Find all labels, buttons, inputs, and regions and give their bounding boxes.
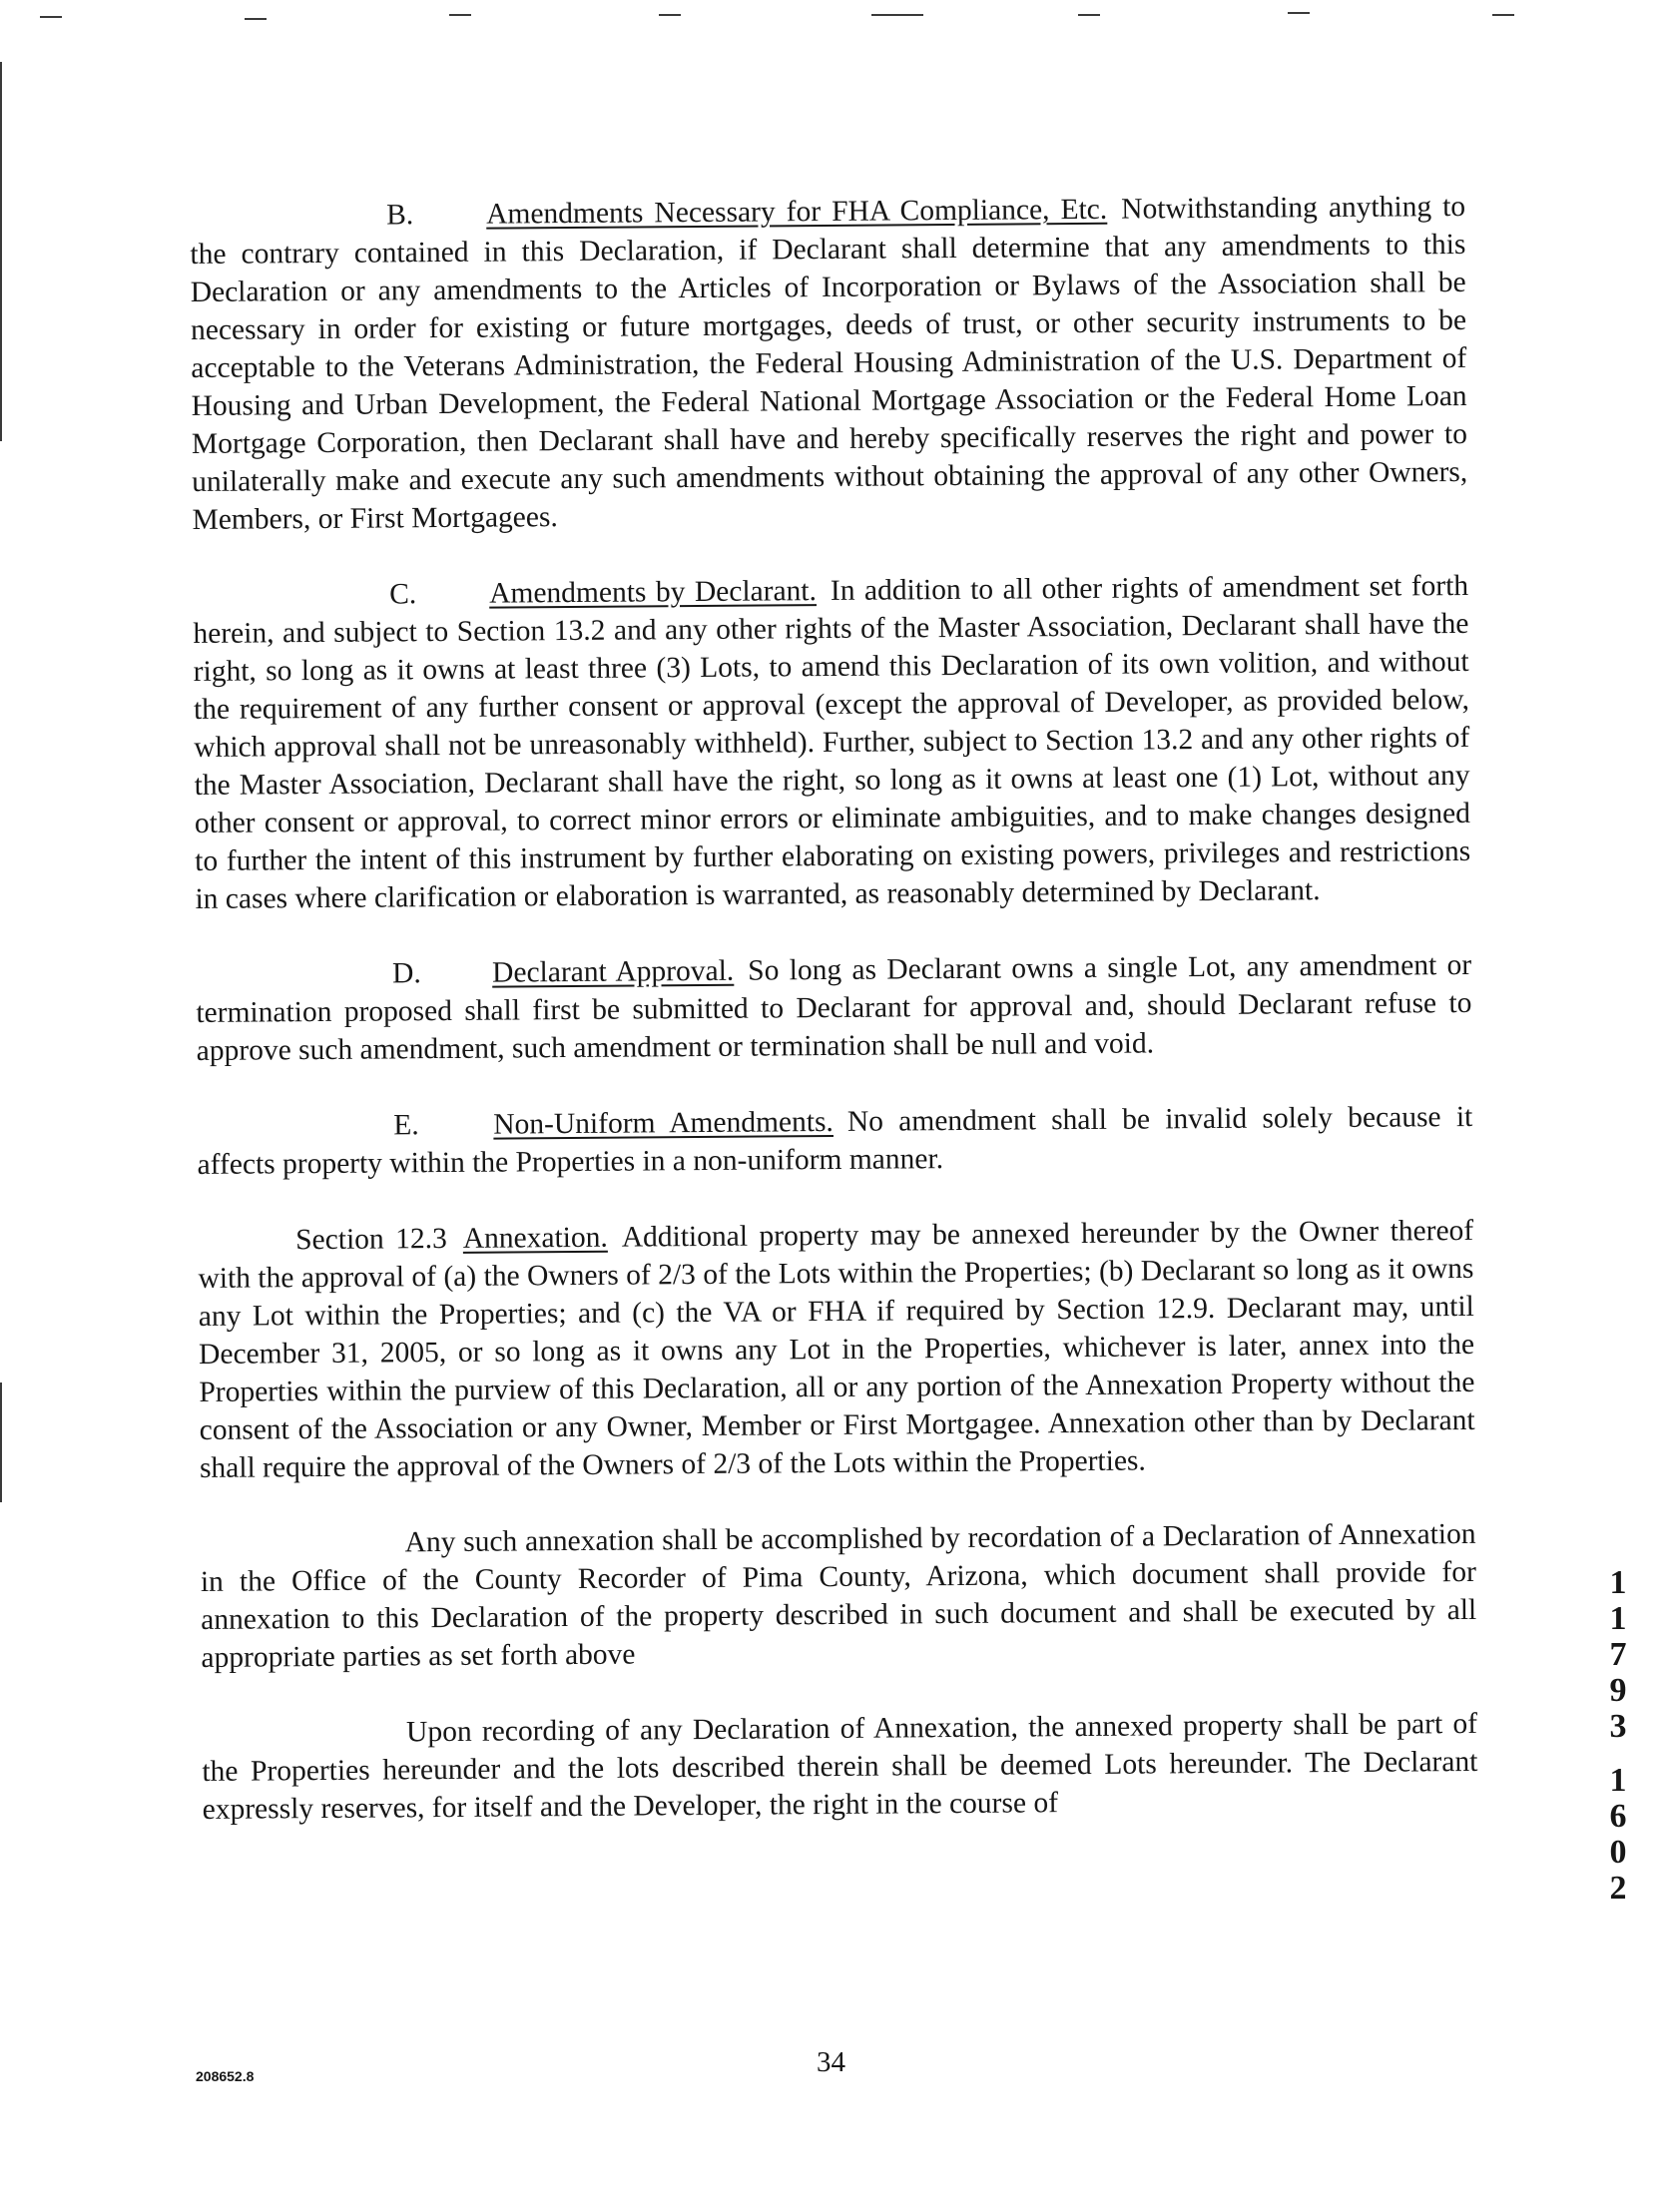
document-body [190,188,1478,1867]
scan-artifact [449,14,471,16]
scan-artifact [1492,14,1514,16]
recording-digit: 9 [1609,1672,1627,1709]
recording-digit: 2 [1609,1870,1627,1907]
subsection-letter: C. [389,578,417,611]
recording-digit: 7 [1609,1636,1627,1673]
scan-artifact [245,18,267,20]
recording-digit: 6 [1609,1798,1627,1835]
subsection-heading: Declarant Approval. [491,954,735,989]
subsection-letter: E. [393,1109,419,1142]
recording-gap [1603,1745,1633,1763]
recording-digit: 1 [1609,1600,1627,1637]
scan-artifact [1288,12,1310,14]
subsection-text: No amendment shall be invalid solely because it affects property within the Properties in a non-uniform manner. [197,1100,1473,1181]
subsection-text: So long as Declarant owns a single Lot, any amendment or termination proposed shall first be submitted to Declarant for approval and, should Declarant refuse to approve such amendment, such amendment or termination shall be null and void. [196,948,1472,1067]
subsection-letter: D. [391,957,421,990]
subsection-text: Notwithstanding anything to the contrary contained in this Declaration, if Declarant shall determine that any amendments to this Declaration or any amendments to the Articles of Incorporation or Bylaws of the Association shall be necessary in order for existing or future mortgages, deeds of trust, or other security instruments to be acceptable to the Veterans Administration, the Federal Housing Administration of the U.S. Department of Housing and Urban Development, the Federal National Mortgage Association or the Federal Home Loan Mortgage Corporation, then Declarant shall have and hereby specifically reserves the right and power to unilaterally make and execute any such amendments without obtaining the approval of any other Owners, Members, or First Mortgagees. [190,190,1468,536]
recording-digit: 1 [1609,1762,1627,1799]
document-code: 208652.8 [196,2068,255,2084]
subsection-c [193,567,1471,918]
subsection-e [197,1098,1473,1184]
scan-artifact [871,14,923,16]
subsection-letter: B. [386,199,414,232]
scan-artifact [1078,14,1100,16]
subsection-text: In addition to all other rights of amendment set forth herein, and subject to Section 13.2 and any other rights of the Master Association, Declarant shall have the right, so long as it owns at least three (3) Lots, to amend this Declaration of its own volition, and without the requirement of any further consent or approval (except the approval of Developer, as provided below, which approval shall not be unreasonably withheld). Further, subject to Section 13.2 and any other rights of the Master Association, Declarant shall have the right, so long as it owns at least one (1) Lot, without any other consent or approval, to correct minor errors or eliminate ambiguities, and to make changes designed to further the intent of this instrument by further elaborating on existing powers, privileges and restrictions in cases where clarification or elaboration is warranted, as reasonably determined by Declarant. [193,569,1471,915]
scan-artifact [40,16,62,18]
paragraph-annexation-recording: Upon recording of any Declaration of Annexation, the annexed property shall be part of the Properties hereunder and the lots described therein shall be deemed Lots hereunder. The Declarant expressly reserves, for itself and the Developer, the right in the course of [202,1707,1478,1826]
recording-stamp [1603,1565,1633,1907]
page-number: 34 [817,2046,845,2078]
subsection-heading: Amendments by Declarant. [488,575,818,610]
scan-artifact [659,14,681,16]
section-heading: Annexation. [462,1221,608,1255]
recording-digit: 1 [1609,1564,1627,1601]
recording-digit: 0 [1609,1834,1627,1871]
subsection-d [196,946,1472,1070]
section-12-3 [198,1212,1475,1487]
recording-digit: 3 [1609,1708,1627,1745]
subsection-b [190,188,1468,539]
scan-artifact [0,1382,2,1502]
subsection-heading: Amendments Necessary for FHA Compliance, Etc. [486,193,1108,231]
subsection-heading: Non-Uniform Amendments. [493,1105,834,1141]
section-text: Additional property may be annexed hereunder by the Owner thereof with the approval of (a) the Owners of 2/3 of the Lots within the Properties; (b) Declarant so long as it owns any Lot within the Properties; and (c) the VA or FHA if required by Section 12.9. Declarant may, until December 31, 2005, or so long as it owns any Lot in the Properties, whichever is later, annex into the Properties within the purview of this Declaration, all or any portion of the Annexation Property without the consent of the Association or any Owner, Member or First Mortgagee. Annexation other than by Declarant shall require the approval of the Owners of 2/3 of the Lots within the Properties. [198,1214,1475,1484]
paragraph-annexation-recordation: Any such annexation shall be accomplished by recordation of a Declaration of Annexation in the Office of the County Recorder of Pima County, Arizona, which document shall provide for annexation to this Declaration of the property described in such document and shall be executed by all appropriate parties as set forth above [200,1517,1477,1674]
scan-artifact [0,62,2,441]
section-number: Section 12.3 [295,1223,447,1257]
